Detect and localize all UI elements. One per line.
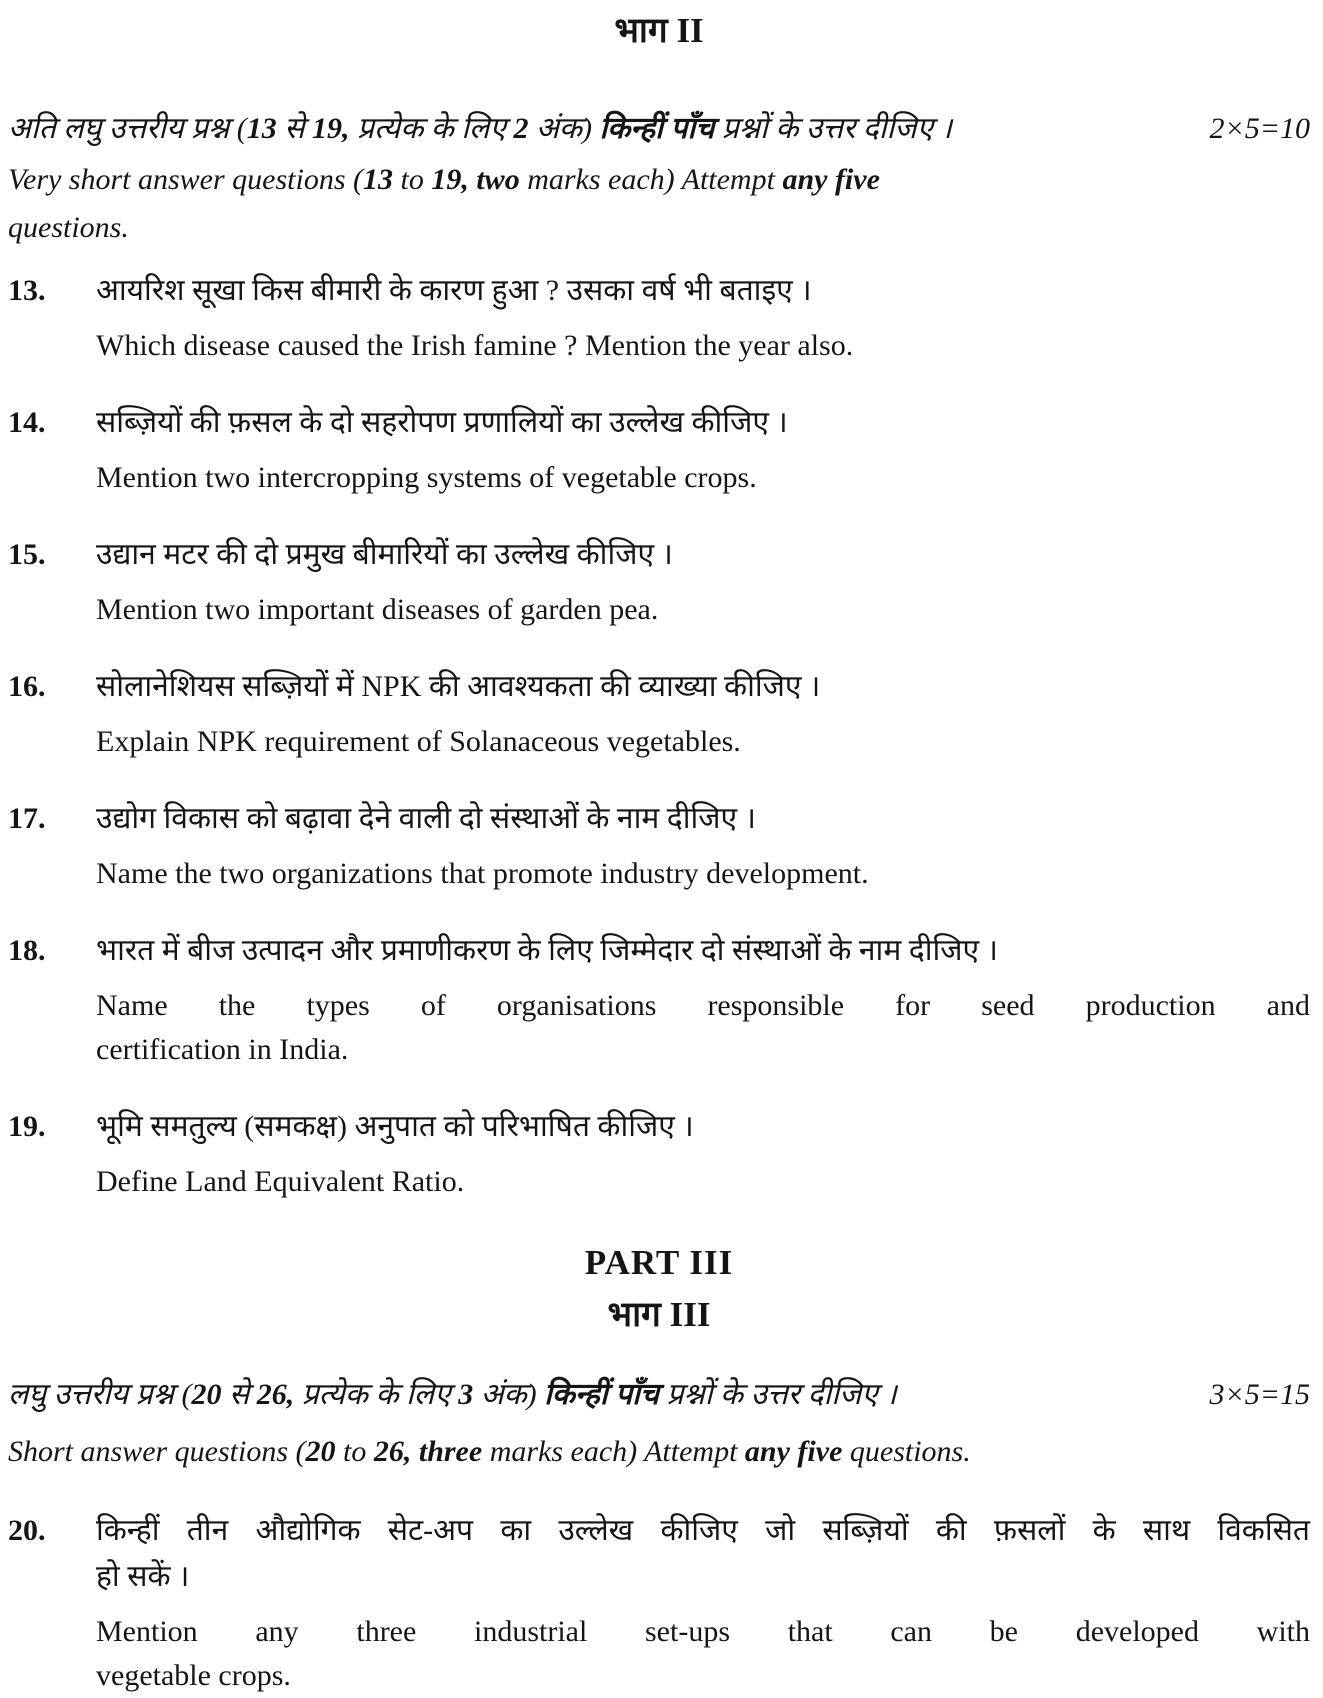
part3-instruction-line <box>8 1372 1310 1418</box>
question-18-text-hindi: भारत में बीज उत्पादन और प्रमाणीकरण के लिए जिम्मेदार दो संस्थाओं के नाम दीजिए । <box>96 934 998 967</box>
question-17-number: 17. <box>8 802 46 835</box>
part2-instruction-line <box>8 106 1310 152</box>
question-17-text-hindi: उद्योग विकास को बढ़ावा देने वाली दो संस्थाओं के नाम दीजिए । <box>96 802 756 835</box>
part3-marks-scheme: 3×5=15 <box>1209 1378 1310 1411</box>
question-19 <box>8 1104 1310 1204</box>
question-14 <box>8 400 1310 500</box>
question-13-text-hindi: आयरिश सूखा किस बीमारी के कारण हुआ ? उसका वर्ष भी बताइए । <box>96 274 812 307</box>
question-16-text-hindi: सोलानेशियस सब्ज़ियों में NPK की आवश्यकता की व्याख्या कीजिए । <box>96 670 821 703</box>
question-19-number: 19. <box>8 1110 46 1143</box>
question-14-text-hindi: सब्ज़ियों की फ़सल के दो सहरोपण प्रणालियों का उल्लेख कीजिए । <box>96 406 788 439</box>
part2-marks-scheme: 2×5=10 <box>1209 112 1310 145</box>
part3-instruction-english: Short answer questions (20 to 26, three marks each) Attempt any five questions. <box>8 1435 971 1468</box>
question-18 <box>8 928 1310 1072</box>
question-14-number: 14. <box>8 406 46 439</box>
question-14-text-english: Mention two intercropping systems of vegetable crops. <box>96 461 757 494</box>
question-16-text-english: Explain NPK requirement of Solanaceous vegetables. <box>96 725 741 758</box>
question-13-number: 13. <box>8 274 46 307</box>
question-17-text-english: Name the two organizations that promote industry development. <box>96 857 869 890</box>
question-13 <box>8 268 1310 368</box>
question-20-text-hindi-line2: हो सकें । <box>96 1560 190 1593</box>
question-20-text-english-line2: vegetable crops. <box>96 1659 291 1692</box>
part2-instruction-hindi: अति लघु उत्तरीय प्रश्न (13 से 19, प्रत्येक के लिए 2 अंक) किन्हीं पाँच प्रश्नों के उत्तर दीजिए । <box>8 112 953 145</box>
question-16-number: 16. <box>8 670 46 703</box>
part2-heading-hindi: भाग II <box>614 11 704 50</box>
question-20 <box>8 1508 1310 1698</box>
question-17 <box>8 796 1310 896</box>
question-15 <box>8 532 1310 632</box>
question-18-number: 18. <box>8 934 46 967</box>
question-19-text-english: Define Land Equivalent Ratio. <box>96 1165 465 1198</box>
question-20-number: 20. <box>8 1514 46 1547</box>
part3-heading-english: PART III <box>584 1243 734 1282</box>
question-20-text-english-line1: Mention any three industrial set-ups that can be developed with <box>96 1615 1310 1648</box>
question-18-text-english-line2: certification in India. <box>96 1033 349 1066</box>
question-18-text-english-line1: Name the types of organisations responsible for seed production and <box>96 989 1310 1022</box>
part2-instruction-english-line1: Very short answer questions (13 to 19, two marks each) Attempt any five <box>8 163 880 196</box>
question-19-text-hindi: भूमि समतुल्य (समकक्ष) अनुपात को परिभाषित कीजिए । <box>96 1110 694 1143</box>
question-16 <box>8 664 1310 764</box>
question-15-number: 15. <box>8 538 46 571</box>
question-15-text-hindi: उद्यान मटर की दो प्रमुख बीमारियों का उल्लेख कीजिए । <box>96 538 673 571</box>
part3-heading-hindi: भाग III <box>607 1295 711 1334</box>
question-13-text-english: Which disease caused the Irish famine ? Mention the year also. <box>96 329 854 362</box>
question-20-text-hindi-line1: किन्हीं तीन औद्योगिक सेट-अप का उल्लेख कीजिए जो सब्ज़ियों की फ़सलों के साथ विकसित <box>96 1514 1310 1547</box>
part2-instruction-english-line2: questions. <box>8 211 129 244</box>
part3-instruction-hindi: लघु उत्तरीय प्रश्न (20 से 26, प्रत्येक के लिए 3 अंक) किन्हीं पाँच प्रश्नों के उत्तर दीजिए । <box>8 1378 897 1411</box>
question-15-text-english: Mention two important diseases of garden pea. <box>96 593 659 626</box>
